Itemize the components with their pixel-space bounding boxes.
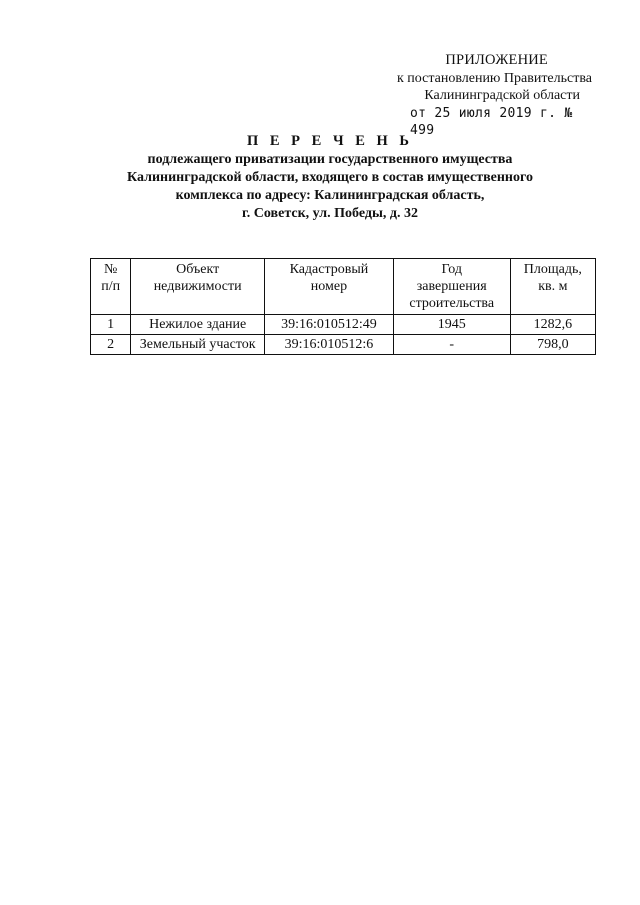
cell-num: 1 <box>91 315 131 335</box>
cell-area: 1282,6 <box>510 315 595 335</box>
cell-year: 1945 <box>393 315 510 335</box>
heading-line-1: подлежащего приватизации государственного имущества <box>147 152 513 167</box>
appendix-title: ПРИЛОЖЕНИЕ <box>445 52 548 68</box>
cell-num: 2 <box>91 335 131 355</box>
table-header-row <box>91 259 596 315</box>
header-area <box>510 259 595 315</box>
appendix-line-region: Калининградской области <box>424 88 580 103</box>
header-object <box>131 259 265 315</box>
header-area-line: кв. м <box>538 279 568 294</box>
heading-line-3: комплекса по адресу: Калининградская область, <box>175 188 485 203</box>
header-object-line: недвижимости <box>153 279 242 294</box>
cell-cadastral: 39:16:010512:6 <box>265 335 394 355</box>
cell-object: Земельный участок <box>131 335 265 355</box>
header-year-line: завершения <box>416 279 487 294</box>
header-cadastral-line: номер <box>310 279 348 294</box>
header-num-line: № <box>103 262 118 277</box>
cell-area: 798,0 <box>510 335 595 355</box>
header-year-line: Год <box>441 262 463 277</box>
heading-line-2: Калининградской области, входящего в состав имущественного <box>127 170 533 185</box>
header-object-line: Объект <box>176 262 220 277</box>
heading-line-4: г. Советск, ул. Победы, д. 32 <box>242 206 418 221</box>
appendix-block <box>352 52 592 140</box>
header-cadastral <box>265 259 394 315</box>
cell-year: - <box>393 335 510 355</box>
property-table <box>90 258 596 355</box>
table-row <box>91 315 596 335</box>
header-year <box>393 259 510 315</box>
appendix-date-number: от 25 июля 2019 г. № 499 <box>410 105 573 138</box>
header-cadastral-line: Кадастровый <box>289 262 369 277</box>
header-num-line: п/п <box>101 279 121 294</box>
appendix-line-decree: к постановлению Правительства <box>396 70 592 86</box>
header-year-line: строительства <box>409 296 495 311</box>
document-title: П Е Р Е Ч Е Н Ь <box>246 133 414 149</box>
header-num <box>91 259 131 315</box>
header-area-line: Площадь, <box>523 262 582 277</box>
table-row <box>91 335 596 355</box>
cell-object: Нежилое здание <box>131 315 265 335</box>
cell-cadastral: 39:16:010512:49 <box>265 315 394 335</box>
document-heading <box>70 132 590 223</box>
